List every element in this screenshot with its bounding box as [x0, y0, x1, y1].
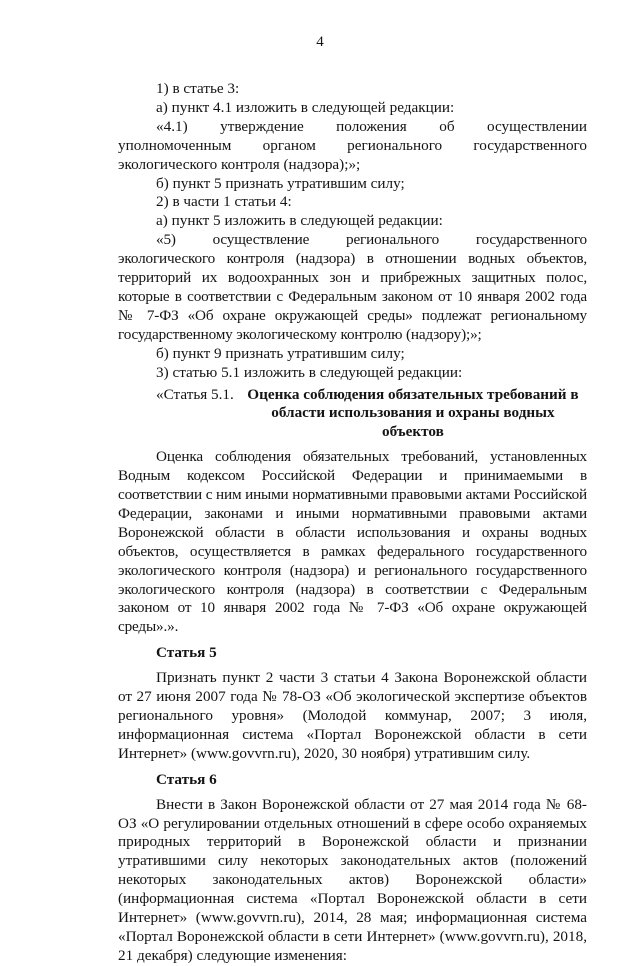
article-5-heading: Статья 5 [156, 644, 217, 662]
article-5-1-body: Оценка соблюдения обязательных требований, установленных Водным кодексом Российской Федерации и принимаемыми в соответствии с ним иными нормативными правовыми актами Российской Федерации, законами и иными нормативными правовыми актами Воронежской области в области использования и охраны водных объектов, осуществляется в рамках федерального государственного экологического контроля (надзора) и регионального государственного экологического контроля (надзора) в соответствии с Федеральным законом от 10 января 2002 года № 7-ФЗ «Об охране окружающей среды».». [118, 448, 587, 636]
article-6-heading: Статья 6 [156, 770, 217, 788]
document-body [118, 80, 587, 966]
item-article-3: 1) в статье 3: [156, 80, 240, 97]
item-article-5-1: 3) статью 5.1 изложить в следующей редакции: [156, 363, 463, 381]
article-5-1-prefix: «Статья 5.1. [156, 385, 234, 403]
subitem-point-9-repeal: б) пункт 9 признать утратившим силу; [156, 344, 405, 362]
article-5-body: Признать пункт 2 части 3 статьи 4 Закона Воронежской области от 27 июня 2007 года № 78-ОЗ «Об экологической экспертизе объектов регионального уровня» (Молодой коммунар, 2007; 3 июля, информационная система «Портал Воронежской области в сети Интернет» (www.govvrn.ru), 2020, 30 ноября) утратившим силу. [118, 669, 587, 762]
article-5-1-title: Оценка соблюдения обязательных требований в области использования и охраны водных объектов [247, 385, 579, 441]
subitem-point-4-1: а) пункт 4.1 изложить в следующей редакции: [156, 98, 455, 116]
quote-point-5: «5) осуществление регионального государственного экологического контроля (надзора) в отношении водных объектов, территорий их водоохранных зон и прибрежных защитных полос, которые в соответствии с Федеральным законом от 10 января 2002 года № 7-ФЗ «Об охране окружающей среды» подлежат региональному государственному экологическому контролю (надзору);»; [118, 231, 587, 343]
quote-point-4-1: «4.1) утверждение положения об осуществлении уполномоченным органом регионального государственного экологического контроля (надзора);»; [118, 117, 587, 173]
article-5-1-heading [118, 386, 587, 443]
article-6-body: Внести в Закон Воронежской области от 27 мая 2014 года № 68-ОЗ «О регулировании отдельных отношений в сфере особо охраняемых природных территорий в Воронежской области и признании утратившими силу некоторых законодательных актов (положений некоторых законодательных актов) Воронежской области» (информационная система «Портал Воронежской области в сети Интернет» (www.govvrn.ru), 2014, 28 мая; информационная система «Портал Воронежской области в сети Интернет» (www.govvrn.ru), 2018, 21 декабря) следующие изменения: [118, 795, 587, 964]
subitem-point-5-repeal: б) пункт 5 признать утратившим силу; [156, 174, 405, 192]
item-article-4: 2) в части 1 статьи 4: [156, 193, 292, 211]
page-number: 4 [316, 34, 324, 50]
subitem-point-5: а) пункт 5 изложить в следующей редакции: [156, 212, 443, 230]
